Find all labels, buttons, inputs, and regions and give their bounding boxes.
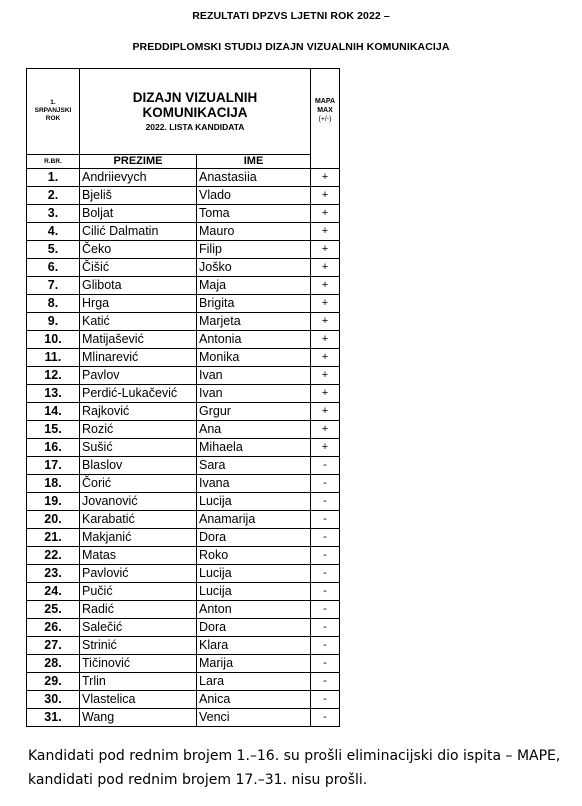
table-title-row [27, 69, 340, 155]
row-surname: Rajković [80, 403, 197, 421]
portfolio-label: MAPA [314, 98, 336, 105]
program-name-line2: KOMUNIKACIJA [142, 105, 248, 121]
row-name: Anton [197, 601, 311, 619]
row-number: 2. [27, 187, 80, 205]
row-portfolio-result: + [311, 331, 340, 349]
row-name: Anamarija [197, 511, 311, 529]
row-portfolio-result: - [311, 691, 340, 709]
row-surname: Perdić-Lukačević [80, 385, 197, 403]
row-number: 9. [27, 313, 80, 331]
row-number: 3. [27, 205, 80, 223]
row-surname: Hrga [80, 295, 197, 313]
row-number: 23. [27, 565, 80, 583]
row-portfolio-result: - [311, 655, 340, 673]
table-row [27, 349, 340, 367]
row-portfolio-result: + [311, 241, 340, 259]
row-name: Venci [197, 709, 311, 727]
table-row [27, 439, 340, 457]
row-surname: Čeko [80, 241, 197, 259]
row-surname: Rozić [80, 421, 197, 439]
row-number: 6. [27, 259, 80, 277]
row-name: Antonia [197, 331, 311, 349]
column-header-row [27, 154, 340, 168]
row-surname: Makjanić [80, 529, 197, 547]
row-portfolio-result: + [311, 367, 340, 385]
row-name: Vlado [197, 187, 311, 205]
row-name: Dora [197, 529, 311, 547]
row-number: 1. [27, 169, 80, 187]
table-row [27, 475, 340, 493]
row-number: 17. [27, 457, 80, 475]
table-row [27, 493, 340, 511]
row-portfolio-result: + [311, 385, 340, 403]
table-row [27, 691, 340, 709]
row-number: 21. [27, 529, 80, 547]
row-surname: Wang [80, 709, 197, 727]
row-surname: Sušić [80, 439, 197, 457]
row-number: 7. [27, 277, 80, 295]
row-portfolio-result: + [311, 205, 340, 223]
row-name: Toma [197, 205, 311, 223]
column-header-name: IME [197, 154, 311, 168]
row-number: 28. [27, 655, 80, 673]
row-surname: Karabatić [80, 511, 197, 529]
table-row [27, 673, 340, 691]
row-name: Roko [197, 547, 311, 565]
table-row [27, 601, 340, 619]
row-number: 10. [27, 331, 80, 349]
table-row [27, 295, 340, 313]
table-row [27, 385, 340, 403]
program-name-line1: DIZAJN VIZUALNIH [132, 90, 258, 106]
row-name: Ivana [197, 475, 311, 493]
table-row [27, 709, 340, 727]
row-number: 22. [27, 547, 80, 565]
table-row [27, 457, 340, 475]
row-surname: Blaslov [80, 457, 197, 475]
row-portfolio-result: - [311, 511, 340, 529]
portfolio-sign-label: (+/-) [318, 116, 332, 123]
row-number: 11. [27, 349, 80, 367]
row-name: Marjeta [197, 313, 311, 331]
row-number: 20. [27, 511, 80, 529]
row-number: 19. [27, 493, 80, 511]
row-name: Ana [197, 421, 311, 439]
row-surname: Vlastelica [80, 691, 197, 709]
row-portfolio-result: - [311, 529, 340, 547]
row-name: Ivan [197, 367, 311, 385]
table-row [27, 403, 340, 421]
row-portfolio-result: + [311, 313, 340, 331]
results-note: Kandidati pod rednim brojem 1.–16. su prošli eliminacijski dio ispita – MAPE, kandidati pod rednim brojem 17.–31. nisu prošli. [28, 748, 561, 788]
row-surname: Matijašević [80, 331, 197, 349]
row-name: Filip [197, 241, 311, 259]
row-name: Dora [197, 619, 311, 637]
row-surname: Andriievych [80, 169, 197, 187]
row-portfolio-result: + [311, 277, 340, 295]
row-portfolio-result: - [311, 637, 340, 655]
row-number: 5. [27, 241, 80, 259]
row-name: Anica [197, 691, 311, 709]
row-name: Brigita [197, 295, 311, 313]
exam-term-cell [27, 69, 80, 155]
row-portfolio-result: + [311, 295, 340, 313]
row-portfolio-result: - [311, 565, 340, 583]
row-surname: Boljat [80, 205, 197, 223]
row-name: Grgur [197, 403, 311, 421]
row-surname: Strinić [80, 637, 197, 655]
candidate-list-label: 2022. LISTA KANDIDATA [145, 122, 245, 133]
row-portfolio-result: - [311, 673, 340, 691]
column-header-surname: PREZIME [80, 154, 197, 168]
column-header-rbr: R.BR. [27, 154, 80, 168]
row-surname: Salečić [80, 619, 197, 637]
row-portfolio-result: - [311, 475, 340, 493]
row-surname: Pavlović [80, 565, 197, 583]
row-name: Lara [197, 673, 311, 691]
table-row [27, 529, 340, 547]
portfolio-header-cell [311, 69, 340, 169]
table-row [27, 313, 340, 331]
table-row [27, 511, 340, 529]
row-name: Joško [197, 259, 311, 277]
portfolio-max-label: MAX [317, 107, 333, 114]
row-portfolio-result: - [311, 457, 340, 475]
row-portfolio-result: + [311, 169, 340, 187]
row-number: 29. [27, 673, 80, 691]
row-portfolio-result: - [311, 583, 340, 601]
row-name: Marija [197, 655, 311, 673]
exam-term-month: SRPANJSKI [34, 107, 72, 115]
table-row [27, 655, 340, 673]
row-number: 31. [27, 709, 80, 727]
row-name: Ivan [197, 385, 311, 403]
program-title-cell [80, 69, 311, 155]
row-number: 26. [27, 619, 80, 637]
results-table [26, 68, 340, 727]
table-row [27, 583, 340, 601]
exam-term-label: ROK [45, 115, 61, 123]
row-portfolio-result: - [311, 547, 340, 565]
row-number: 14. [27, 403, 80, 421]
table-row [27, 565, 340, 583]
row-number: 24. [27, 583, 80, 601]
row-name: Sara [197, 457, 311, 475]
row-surname: Trlin [80, 673, 197, 691]
row-surname: Čorić [80, 475, 197, 493]
table-row [27, 277, 340, 295]
row-number: 13. [27, 385, 80, 403]
row-portfolio-result: + [311, 223, 340, 241]
row-surname: Radić [80, 601, 197, 619]
row-name: Lucija [197, 565, 311, 583]
row-number: 15. [27, 421, 80, 439]
row-name: Maja [197, 277, 311, 295]
table-row [27, 205, 340, 223]
row-portfolio-result: - [311, 601, 340, 619]
row-portfolio-result: + [311, 439, 340, 457]
row-surname: Pučić [80, 583, 197, 601]
row-surname: Mlinarević [80, 349, 197, 367]
row-portfolio-result: + [311, 187, 340, 205]
row-name: Lucija [197, 493, 311, 511]
table-row [27, 547, 340, 565]
row-portfolio-result: + [311, 349, 340, 367]
row-portfolio-result: - [311, 709, 340, 727]
table-row [27, 223, 340, 241]
row-number: 30. [27, 691, 80, 709]
row-surname: Bjeliš [80, 187, 197, 205]
table-row [27, 187, 340, 205]
table-row [27, 169, 340, 187]
row-name: Monika [197, 349, 311, 367]
row-number: 18. [27, 475, 80, 493]
table-row [27, 259, 340, 277]
row-surname: Jovanović [80, 493, 197, 511]
table-row [27, 241, 340, 259]
row-name: Klara [197, 637, 311, 655]
row-name: Lucija [197, 583, 311, 601]
table-row [27, 331, 340, 349]
candidate-rows [27, 169, 340, 727]
row-number: 4. [27, 223, 80, 241]
row-number: 25. [27, 601, 80, 619]
row-number: 12. [27, 367, 80, 385]
table-row [27, 637, 340, 655]
row-surname: Pavlov [80, 367, 197, 385]
row-surname: Glibota [80, 277, 197, 295]
row-portfolio-result: - [311, 493, 340, 511]
row-portfolio-result: + [311, 421, 340, 439]
row-surname: Katić [80, 313, 197, 331]
row-number: 16. [27, 439, 80, 457]
document-subtitle: PREDDIPLOMSKI STUDIJ DIZAJN VIZUALNIH KOMUNIKACIJA [132, 41, 450, 53]
exam-term-number: 1. [50, 99, 56, 107]
table-row [27, 367, 340, 385]
document-title: REZULTATI DPZVS LJETNI ROK 2022 – [192, 10, 390, 22]
row-portfolio-result: + [311, 403, 340, 421]
table-row [27, 421, 340, 439]
row-surname: Čišić [80, 259, 197, 277]
row-portfolio-result: - [311, 619, 340, 637]
row-name: Anastasiia [197, 169, 311, 187]
row-surname: Matas [80, 547, 197, 565]
row-name: Mihaela [197, 439, 311, 457]
row-surname: Cilić Dalmatin [80, 223, 197, 241]
row-name: Mauro [197, 223, 311, 241]
table-row [27, 619, 340, 637]
row-surname: Tičinović [80, 655, 197, 673]
row-number: 27. [27, 637, 80, 655]
row-portfolio-result: + [311, 259, 340, 277]
row-number: 8. [27, 295, 80, 313]
